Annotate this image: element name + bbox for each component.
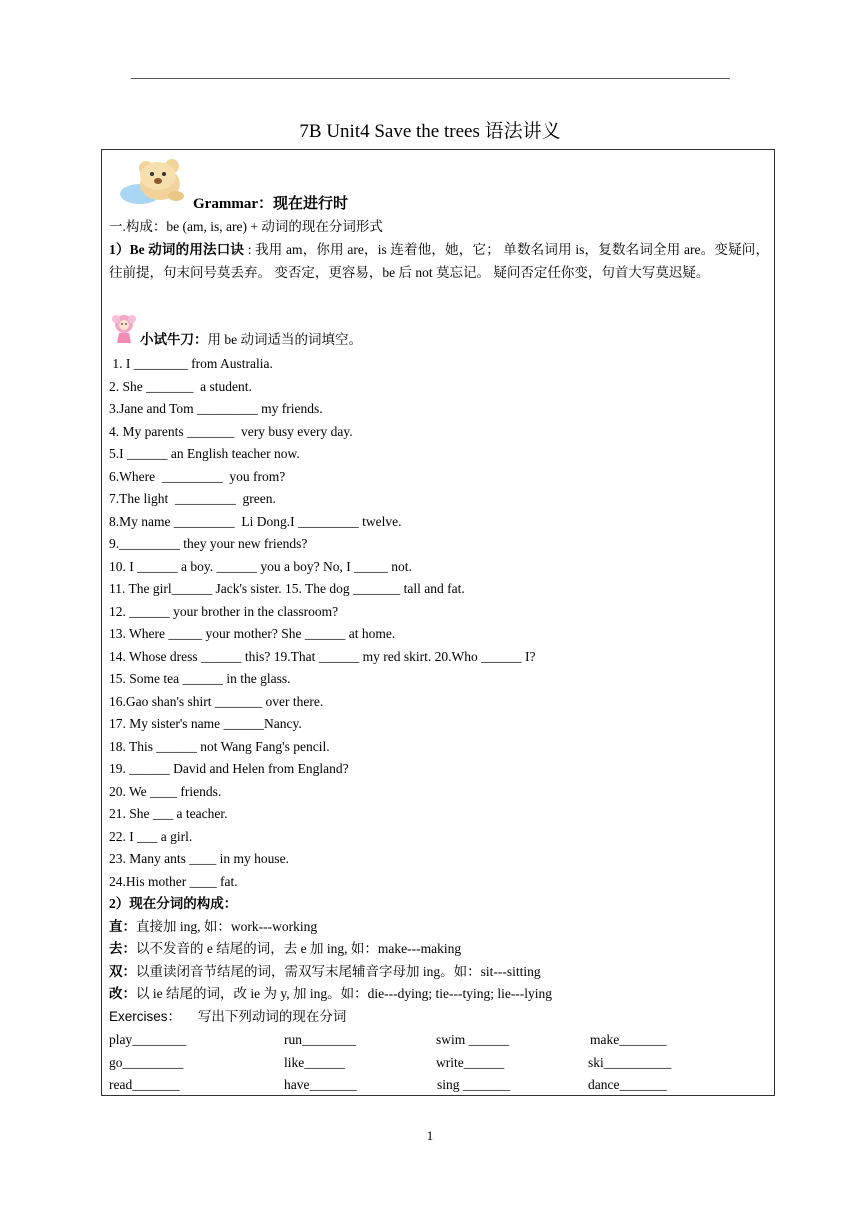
rhyme-text: : 我用 am，你用 are，is 连着他，她，它； 单数名词用 is，复数名词全用 are。变疑问，往前提，句末问号莫丢弃。 变否定，更容易，be 后 not 莫忘记。 疑问否定任你变，句首大写莫迟疑。 xyxy=(109,242,770,280)
exercise-item: 11. The girl______ Jack's sister. 15. The dog _______ tall and fat. xyxy=(109,581,465,596)
verb-blank: make_______ xyxy=(590,1032,667,1047)
exercise-item: 19. ______ David and Helen from England? xyxy=(109,761,349,776)
exercise-item: 22. I ___ a girl. xyxy=(109,828,193,844)
rule-line xyxy=(109,939,461,959)
rule-text: 直接加 ing, 如：work---working xyxy=(136,918,318,934)
verb-blank: read_______ xyxy=(109,1077,180,1092)
rule-line xyxy=(109,917,317,937)
grammar-heading: Grammar：现在进行时 xyxy=(193,196,348,212)
rule-line xyxy=(109,962,541,982)
exercise-item: 18. This ______ not Wang Fang's pencil. xyxy=(109,738,330,754)
verb-blank: run________ xyxy=(284,1032,356,1047)
exercise-item: 4. My parents _______ very busy every day. xyxy=(109,423,353,439)
rule-label: 双： xyxy=(109,963,136,979)
content-box xyxy=(101,149,775,1096)
teddy-bear-icon xyxy=(116,154,192,206)
structure-text: be (am, is, are) + 动词的现在分词形式 xyxy=(166,219,383,234)
exercise-item: 16.Gao shan's shirt _______ over there. xyxy=(109,693,324,709)
verb-blank: ski__________ xyxy=(588,1055,672,1070)
exercise-item: 23. Many ants ____ in my house. xyxy=(109,851,289,866)
exercise-item: 3.Jane and Tom _________ my friends. xyxy=(109,401,323,416)
structure-line xyxy=(109,217,383,237)
rule-text: 以 ie 结尾的词，改 ie 为 y, 加 ing。如：die---dying; tie---tying; lie---lying xyxy=(136,986,553,1001)
exercise-item: 7.The light _________ green. xyxy=(109,491,276,506)
verb-blank: go_________ xyxy=(109,1055,184,1070)
verb-blank: write______ xyxy=(436,1055,505,1070)
verb-blank: swim ______ xyxy=(436,1032,510,1047)
exercise-item: 20. We ____ friends. xyxy=(109,783,222,799)
practice-heading xyxy=(140,330,362,350)
exercise-item: 24.His mother ____ fat. xyxy=(109,873,238,889)
exercise-item: 6.Where _________ you from? xyxy=(109,468,286,484)
exercise-item: 21. She ___ a teacher. xyxy=(109,806,228,821)
exercise-item: 13. Where _____ your mother? She ______ at home. xyxy=(109,626,396,641)
page-number: 1 xyxy=(426,1128,434,1143)
document-title: 7B Unit4 Save the trees 语法讲义 xyxy=(299,121,561,142)
exercise-item: 12. ______ your brother in the classroom? xyxy=(109,603,339,619)
exercise-section-instruction: 写出下列动词的现在分词 xyxy=(197,1009,347,1024)
exercise-item: 15. Some tea ______ in the glass. xyxy=(109,671,291,686)
exercise-item: 14. Whose dress ______ this? 19.That ______ my red skirt. 20.Who ______ I? xyxy=(109,648,536,664)
exercise-item: 1. I ________ from Australia. xyxy=(109,356,273,371)
rhyme-label: 1）Be 动词的用法口诀 xyxy=(109,242,245,257)
verb-blank: dance_______ xyxy=(588,1077,667,1092)
verb-blank: like______ xyxy=(284,1055,345,1070)
header-rule xyxy=(131,78,730,79)
exercise-item: 9._________ they your new friends? xyxy=(109,536,308,551)
exercise-item: 5.I ______ an English teacher now. xyxy=(109,446,300,461)
exercise-item: 10. I ______ a boy. ______ you a boy? No, I _____ not. xyxy=(109,558,412,574)
rule-text: 以重读闭音节结尾的词，需双写末尾辅音字母加 ing。如：sit---sitting xyxy=(136,963,541,979)
rule-label: 去： xyxy=(109,941,136,956)
structure-label: 一.构成： xyxy=(109,219,167,234)
rule-text: 以不发音的 e 结尾的词，去 e 加 ing, 如：make---making xyxy=(136,941,462,956)
exercise-item: 2. She _______ a student. xyxy=(109,378,252,394)
be-verb-rhyme xyxy=(109,239,769,284)
rule-label: 直： xyxy=(109,918,136,934)
rule-line xyxy=(109,984,552,1004)
exercise-item: 8.My name _________ Li Dong.I _________ twelve. xyxy=(109,513,402,529)
exercise-section-heading xyxy=(109,1007,346,1027)
practice-label: 小试牛刀： xyxy=(140,332,208,347)
exercise-section-label: Exercises： xyxy=(109,1009,182,1024)
verb-blank: have_______ xyxy=(284,1077,357,1092)
participle-heading: 2）现在分词的构成： xyxy=(109,896,238,911)
verb-blank: play________ xyxy=(109,1032,187,1047)
verb-blank: sing _______ xyxy=(437,1077,511,1092)
flower-girl-icon xyxy=(107,311,141,345)
practice-instruction: 用 be 动词适当的词填空。 xyxy=(207,332,362,347)
rule-label: 改： xyxy=(109,986,136,1001)
exercise-item: 17. My sister's name ______Nancy. xyxy=(109,716,302,731)
